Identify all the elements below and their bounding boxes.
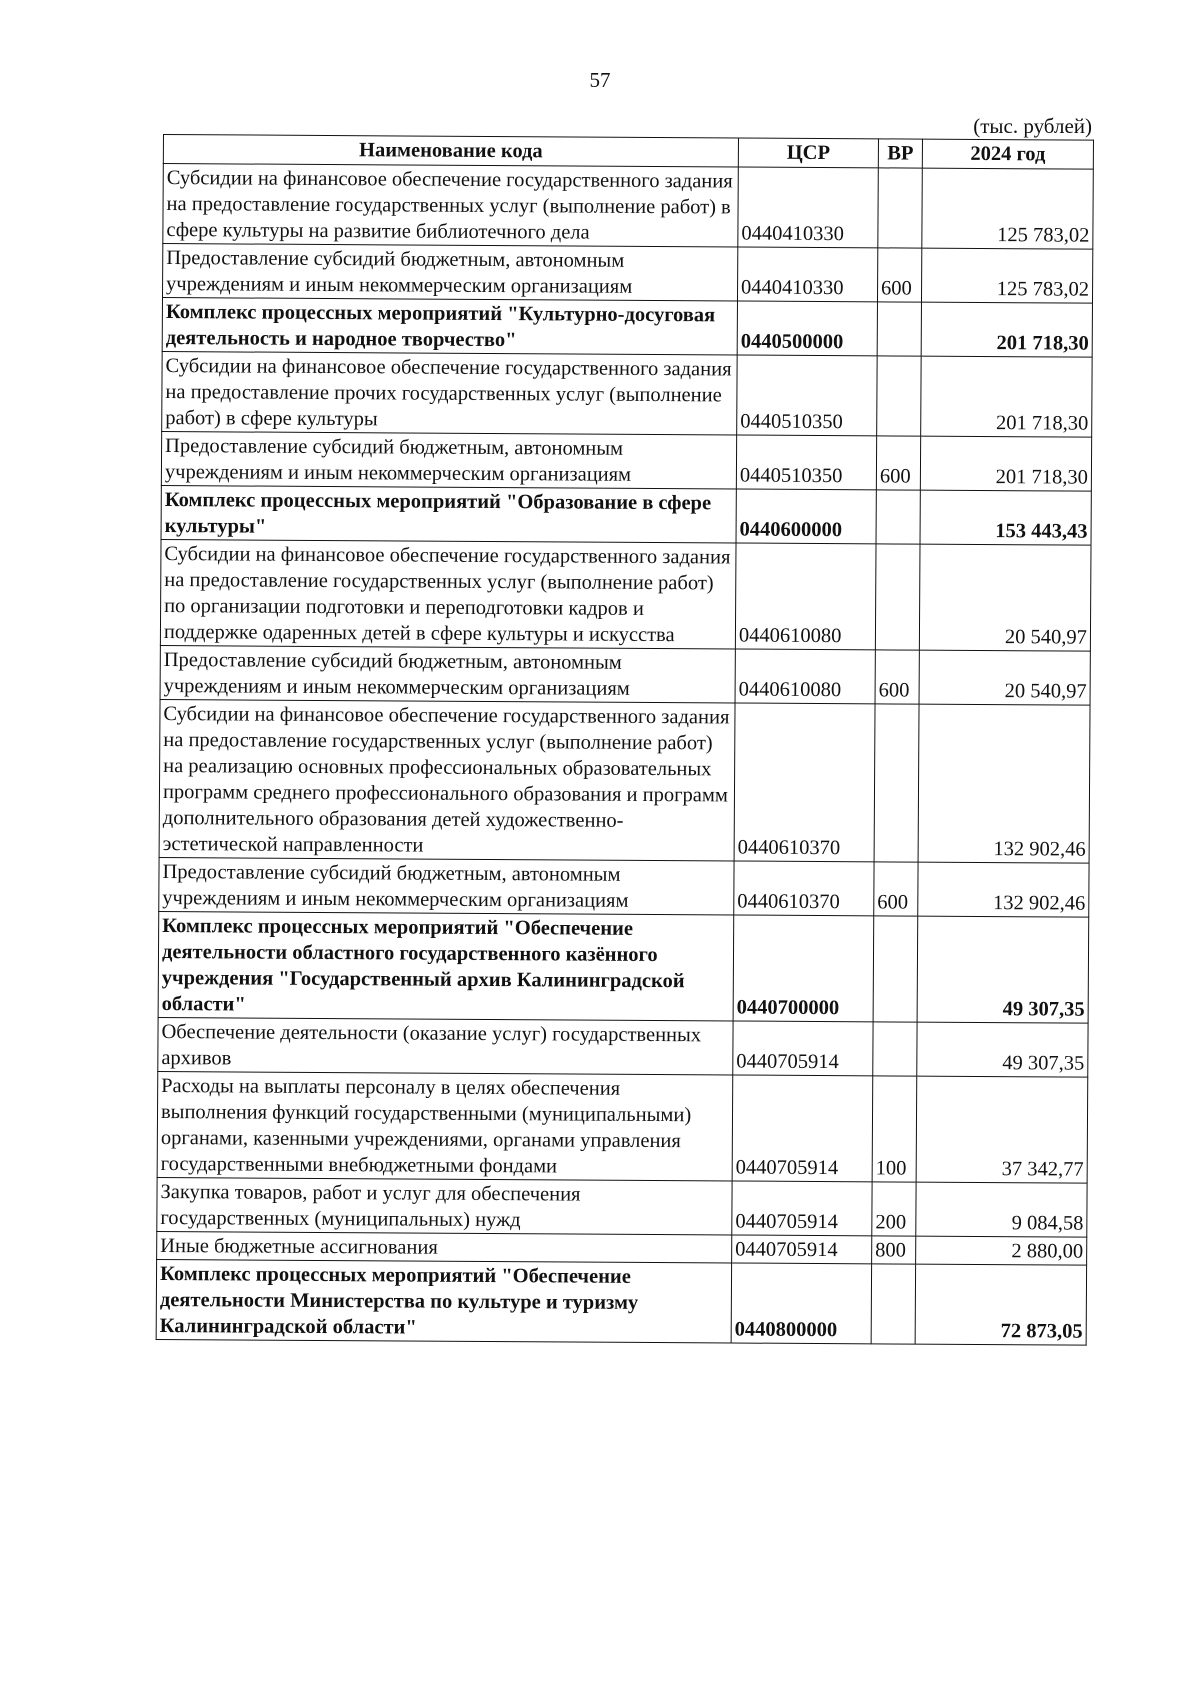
row-csr-code: 0440610370	[734, 861, 874, 916]
row-csr-code: 0440610370	[734, 703, 875, 862]
row-name: Предоставление субсидий бюджетным, автономным учреждениям и иным некоммерческим организациям	[159, 857, 734, 915]
row-amount: 20 540,97	[919, 650, 1090, 705]
row-name: Субсидии на финансовое обеспечение государственного задания на предоставление государственных услуг (выполнение работ) в сфере культуры на развитие библиотечного дела	[163, 164, 738, 248]
row-csr-code: 0440610080	[735, 543, 876, 650]
row-csr-code: 0440800000	[731, 1263, 871, 1344]
row-amount: 201 718,30	[920, 436, 1091, 491]
header-name: Наименование кода	[163, 135, 738, 168]
table-row	[160, 645, 1090, 705]
table-row	[159, 857, 1089, 917]
table-row	[162, 298, 1092, 358]
row-name: Предоставление субсидий бюджетным, автономным учреждениям и иным некоммерческим организациям	[160, 645, 735, 703]
row-csr-code: 0440510350	[736, 435, 876, 490]
header-csr: ЦСР	[738, 138, 878, 168]
row-vr-code	[874, 704, 919, 862]
row-vr-code: 100	[872, 1076, 917, 1182]
table-row	[161, 485, 1091, 545]
row-vr-code	[873, 1022, 917, 1076]
row-amount: 132 902,46	[918, 862, 1089, 917]
row-name: Предоставление субсидий бюджетным, автономным учреждениям и иным некоммерческим организациям	[163, 244, 738, 302]
table-row	[157, 1071, 1088, 1183]
row-csr-code: 0440705914	[733, 1021, 873, 1076]
row-amount: 49 307,35	[917, 1022, 1088, 1077]
row-vr-code: 600	[876, 436, 920, 490]
row-amount: 201 718,30	[921, 356, 1092, 437]
units-label: (тыс. рублей)	[973, 114, 1092, 138]
table-row	[156, 1259, 1086, 1345]
row-csr-code: 0440705914	[732, 1075, 873, 1182]
row-vr-code	[876, 490, 920, 544]
row-name: Комплекс процессных мероприятий "Обеспечение деятельности Министерства по культуре и туризму Калининградской области"	[156, 1259, 731, 1343]
header-vr: ВР	[878, 139, 922, 168]
row-name: Субсидии на финансовое обеспечение государственного задания на предоставление государственных услуг (выполнение работ) по организации подготовки и переподготовки кадров и поддержке одаренных детей в сфере культуры и искусства	[160, 539, 736, 649]
row-csr-code: 0440510350	[737, 355, 877, 436]
row-csr-code: 0440500000	[737, 301, 877, 356]
table-row	[163, 164, 1093, 250]
row-amount: 201 718,30	[921, 302, 1092, 357]
row-csr-code: 0440700000	[733, 915, 874, 1022]
table-row	[161, 431, 1091, 491]
row-name: Закупка товаров, работ и услуг для обеспечения государственных (муниципальных) нужд	[157, 1177, 732, 1235]
row-amount: 37 342,77	[916, 1076, 1088, 1183]
row-amount: 125 783,02	[922, 168, 1093, 249]
row-amount: 20 540,97	[919, 544, 1091, 651]
row-csr-code: 0440610080	[735, 649, 875, 704]
header-sum: 2024 год	[922, 139, 1093, 169]
row-name: Комплекс процессных мероприятий "Обеспечение деятельности областного государственного казённого учреждения "Государственный архив Калининградской области"	[158, 911, 734, 1021]
table-row	[157, 1177, 1087, 1237]
table-row	[158, 1017, 1088, 1077]
table-row	[158, 911, 1089, 1023]
row-csr-code: 0440410330	[737, 247, 877, 302]
table-row	[159, 699, 1090, 863]
row-vr-code: 800	[872, 1236, 916, 1264]
row-name: Комплекс процессных мероприятий "Образование в сфере культуры"	[161, 485, 736, 543]
row-vr-code	[871, 1264, 915, 1344]
budget-table	[156, 134, 1094, 1346]
row-vr-code	[877, 356, 921, 436]
table-row	[163, 244, 1093, 304]
row-amount: 125 783,02	[921, 248, 1092, 303]
row-csr-code: 0440705914	[732, 1235, 872, 1264]
row-amount: 132 902,46	[918, 704, 1090, 863]
row-amount: 153 443,43	[920, 490, 1091, 545]
row-name: Предоставление субсидий бюджетным, автономным учреждениям и иным некоммерческим организациям	[161, 431, 736, 489]
row-amount: 72 873,05	[915, 1264, 1086, 1345]
row-vr-code: 600	[875, 650, 919, 704]
row-vr-code: 600	[877, 248, 921, 302]
row-csr-code: 0440705914	[732, 1181, 872, 1236]
row-amount: 2 880,00	[916, 1236, 1087, 1265]
table-row	[162, 351, 1092, 437]
row-vr-code	[875, 544, 920, 650]
row-vr-code	[877, 302, 921, 356]
row-name: Расходы на выплаты персоналу в целях обеспечения выполнения функций государственными (муниципальными) органами, казенными учреждениями, органами управления государственными внебюджетными фондами	[157, 1071, 733, 1181]
row-vr-code: 600	[874, 862, 918, 916]
row-csr-code: 0440600000	[736, 489, 876, 544]
row-amount: 49 307,35	[917, 916, 1089, 1023]
row-vr-code: 200	[872, 1182, 916, 1236]
row-name: Субсидии на финансовое обеспечение государственного задания на предоставление государственных услуг (выполнение работ) на реализацию основных профессиональных образовательных программ среднего профессионального образования и программ дополнительного образования детей художественно-эстетической направленности	[159, 699, 735, 861]
table-row	[160, 539, 1091, 651]
row-amount: 9 084,58	[916, 1182, 1087, 1237]
row-name: Обеспечение деятельности (оказание услуг) государственных архивов	[158, 1017, 733, 1075]
row-csr-code: 0440410330	[738, 167, 878, 248]
row-name: Комплекс процессных мероприятий "Культурно-досуговая деятельность и народное творчество"	[162, 298, 737, 356]
row-vr-code	[873, 916, 918, 1022]
row-name: Иные бюджетные ассигнования	[157, 1231, 732, 1263]
page-number: 57	[589, 68, 611, 92]
row-name: Субсидии на финансовое обеспечение государственного задания на предоставление прочих государственных услуг (выполнение работ) в сфере культуры	[162, 351, 737, 435]
row-vr-code	[878, 168, 922, 248]
